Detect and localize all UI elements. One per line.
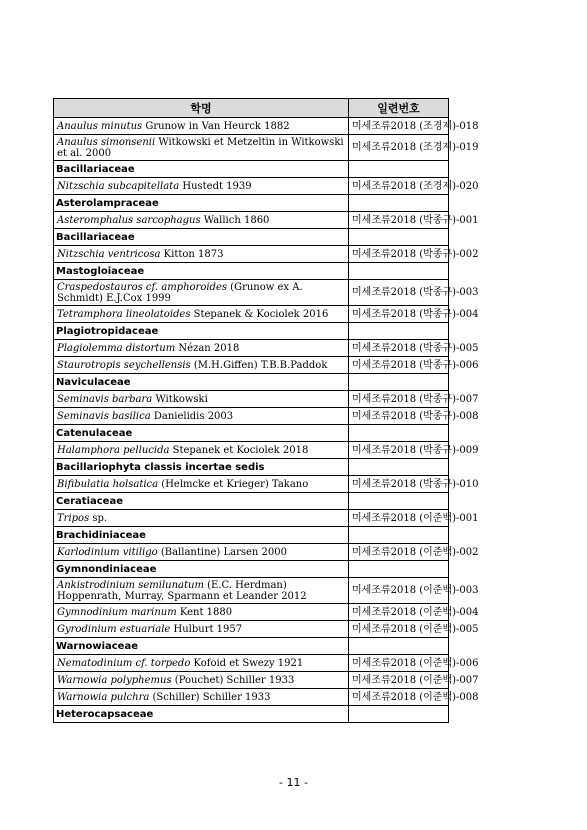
serial-number: 미세조류2018 (이준백)-006 — [349, 655, 449, 672]
species-name-cell — [54, 306, 349, 323]
species-authority: (Grunow ex A. Schmidt) E.J.Cox 1999 — [57, 281, 303, 304]
species-binomial: Seminavis barbara — [57, 393, 153, 405]
species-authority: Kofoid et Swezy 1921 — [190, 657, 304, 669]
family-row — [54, 229, 449, 246]
serial-number: 미세조류2018 (박종규)-008 — [349, 408, 449, 425]
family-row — [54, 323, 449, 340]
species-authority: (Helmcke et Krieger) Takano — [158, 478, 309, 490]
serial-number: 미세조류2018 (조경제)-019 — [349, 135, 449, 161]
species-binomial: Nitzschia subcapitellata — [57, 180, 180, 192]
species-binomial: Tetramphora lineolatoides — [57, 308, 191, 320]
species-authority: Witkowski — [152, 393, 208, 405]
header-serial-number: 일련번호 — [349, 99, 449, 118]
serial-number: 미세조류2018 (박종규)-009 — [349, 442, 449, 459]
family-name: Bacillariaceae — [54, 161, 349, 178]
family-serial-empty — [349, 195, 449, 212]
species-row — [54, 476, 449, 493]
species-binomial: Karlodinium vitiligo — [57, 546, 158, 558]
serial-number: 미세조류2018 (조경제)-018 — [349, 118, 449, 135]
species-name-cell — [54, 118, 349, 135]
species-name-cell — [54, 689, 349, 706]
family-serial-empty — [349, 459, 449, 476]
species-row — [54, 135, 449, 161]
table-header-row — [54, 99, 449, 118]
serial-number: 미세조류2018 (이준백)-008 — [349, 689, 449, 706]
species-name-cell — [54, 246, 349, 263]
species-binomial: Asteromphalus sarcophagus — [57, 214, 201, 226]
family-serial-empty — [349, 374, 449, 391]
species-name-cell — [54, 442, 349, 459]
family-name: Plagiotropidaceae — [54, 323, 349, 340]
species-row — [54, 621, 449, 638]
species-binomial: Nitzschia ventricosa — [57, 248, 161, 260]
species-row — [54, 280, 449, 306]
family-row — [54, 493, 449, 510]
species-authority: (Pouchet) Schiller 1933 — [171, 674, 295, 686]
family-name: Ceratiaceae — [54, 493, 349, 510]
serial-number: 미세조류2018 (조경제)-020 — [349, 178, 449, 195]
species-binomial: Tripos — [57, 512, 90, 524]
species-row — [54, 118, 449, 135]
species-row — [54, 604, 449, 621]
species-authority: (Schiller) Schiller 1933 — [149, 691, 271, 703]
family-serial-empty — [349, 561, 449, 578]
serial-number: 미세조류2018 (이준백)-005 — [349, 621, 449, 638]
species-row — [54, 246, 449, 263]
species-authority: Danielidis 2003 — [150, 410, 234, 422]
species-name-cell — [54, 510, 349, 527]
species-name-cell — [54, 135, 349, 161]
species-name-cell — [54, 408, 349, 425]
species-authority: Hustedt 1939 — [179, 180, 252, 192]
species-binomial: Halamphora pellucida — [57, 444, 170, 456]
species-binomial: Anaulus minutus — [57, 120, 143, 132]
family-name: Mastogloiaceae — [54, 263, 349, 280]
species-row — [54, 442, 449, 459]
species-authority: Witkowski et Metzeltin in Witkowski et al. 2000 — [57, 136, 344, 159]
family-name: Naviculaceae — [54, 374, 349, 391]
family-serial-empty — [349, 263, 449, 280]
family-name: Brachidiniaceae — [54, 527, 349, 544]
table-body — [54, 118, 479, 723]
species-row — [54, 578, 449, 604]
family-row — [54, 561, 449, 578]
serial-number: 미세조류2018 (이준백)-004 — [349, 604, 449, 621]
species-binomial: Staurotropis seychellensis — [57, 359, 191, 371]
species-row — [54, 178, 449, 195]
family-name: Heterocapsaceae — [54, 706, 349, 723]
family-name: Gymnondiniaceae — [54, 561, 349, 578]
family-serial-empty — [349, 527, 449, 544]
family-serial-empty — [349, 229, 449, 246]
species-row — [54, 408, 449, 425]
serial-number: 미세조류2018 (이준백)-003 — [349, 578, 449, 604]
serial-number: 미세조류2018 (박종규)-004 — [349, 306, 449, 323]
family-row — [54, 527, 449, 544]
family-row — [54, 425, 449, 442]
serial-number: 미세조류2018 (박종규)-007 — [349, 391, 449, 408]
serial-number: 미세조류2018 (이준백)-007 — [349, 672, 449, 689]
species-name-cell — [54, 621, 349, 638]
species-row — [54, 544, 449, 561]
family-name: Bacillariaceae — [54, 229, 349, 246]
species-binomial: Warnowia pulchra — [57, 691, 150, 703]
serial-number: 미세조류2018 (박종규)-010 — [349, 476, 449, 493]
species-authority: Wallich 1860 — [200, 214, 270, 226]
species-authority: Stepanek & Kociolek 2016 — [190, 308, 329, 320]
page-number: - 11 - — [279, 776, 308, 789]
species-row — [54, 357, 449, 374]
species-name-cell — [54, 655, 349, 672]
species-name-cell — [54, 391, 349, 408]
species-name-cell — [54, 476, 349, 493]
species-name-cell — [54, 212, 349, 229]
family-serial-empty — [349, 706, 449, 723]
species-row — [54, 212, 449, 229]
family-name: Catenulaceae — [54, 425, 349, 442]
species-authority: Nézan 2018 — [175, 342, 240, 354]
family-serial-empty — [349, 638, 449, 655]
serial-number: 미세조류2018 (이준백)-001 — [349, 510, 449, 527]
species-row — [54, 391, 449, 408]
species-authority: (M.H.Giffen) T.B.B.Paddok — [190, 359, 328, 371]
family-name: Bacillariophyta classis incertae sedis — [54, 459, 349, 476]
family-serial-empty — [349, 493, 449, 510]
species-row — [54, 306, 449, 323]
family-serial-empty — [349, 161, 449, 178]
species-authority: Kitton 1873 — [160, 248, 224, 260]
family-row — [54, 195, 449, 212]
species-name-cell — [54, 578, 349, 604]
serial-number: 미세조류2018 (이준백)-002 — [349, 544, 449, 561]
species-row — [54, 655, 449, 672]
serial-number: 미세조류2018 (박종규)-002 — [349, 246, 449, 263]
species-row — [54, 689, 449, 706]
species-name-cell — [54, 178, 349, 195]
serial-number: 미세조류2018 (박종규)-005 — [349, 340, 449, 357]
family-row — [54, 374, 449, 391]
species-name-cell — [54, 340, 349, 357]
family-serial-empty — [349, 425, 449, 442]
species-row — [54, 672, 449, 689]
family-row — [54, 638, 449, 655]
species-row — [54, 510, 449, 527]
family-row — [54, 263, 449, 280]
serial-number: 미세조류2018 (박종규)-006 — [349, 357, 449, 374]
species-row — [54, 340, 449, 357]
species-name-cell — [54, 544, 349, 561]
family-serial-empty — [349, 323, 449, 340]
species-binomial: Warnowia polyphemus — [57, 674, 172, 686]
species-name-cell — [54, 672, 349, 689]
species-authority: Hulburt 1957 — [170, 623, 243, 635]
species-name-cell — [54, 280, 349, 306]
species-binomial: Plagiolemma distortum — [57, 342, 176, 354]
species-binomial: Gyrodinium estuariale — [57, 623, 171, 635]
family-name: Warnowiaceae — [54, 638, 349, 655]
species-authority: sp. — [89, 512, 108, 524]
species-table — [53, 98, 479, 723]
species-binomial: Anaulus simonsenii — [57, 136, 156, 148]
species-binomial: Gymnodinium marinum — [57, 606, 177, 618]
family-row — [54, 161, 449, 178]
species-authority: (Ballantine) Larsen 2000 — [157, 546, 288, 558]
species-binomial: Craspedostauros cf. amphoroides — [57, 281, 227, 293]
species-name-cell — [54, 604, 349, 621]
header-scientific-name: 학명 — [54, 99, 349, 118]
family-row — [54, 459, 449, 476]
serial-number: 미세조류2018 (박종규)-001 — [349, 212, 449, 229]
serial-number: 미세조류2018 (박종규)-003 — [349, 280, 449, 306]
family-name: Asterolampraceae — [54, 195, 349, 212]
species-authority: Kent 1880 — [176, 606, 233, 618]
species-authority: (E.C. Herdman) Hoppenrath, Murray, Sparmann et Leander 2012 — [57, 579, 307, 602]
species-binomial: Bifibulatia holsatica — [57, 478, 159, 490]
species-binomial: Ankistrodinium semilunatum — [57, 579, 204, 591]
species-authority: Stepanek et Kociolek 2018 — [169, 444, 309, 456]
species-name-cell — [54, 357, 349, 374]
species-binomial: Seminavis basilica — [57, 410, 151, 422]
family-row — [54, 706, 449, 723]
species-authority: Grunow in Van Heurck 1882 — [142, 120, 290, 132]
species-binomial: Nematodinium cf. torpedo — [57, 657, 191, 669]
